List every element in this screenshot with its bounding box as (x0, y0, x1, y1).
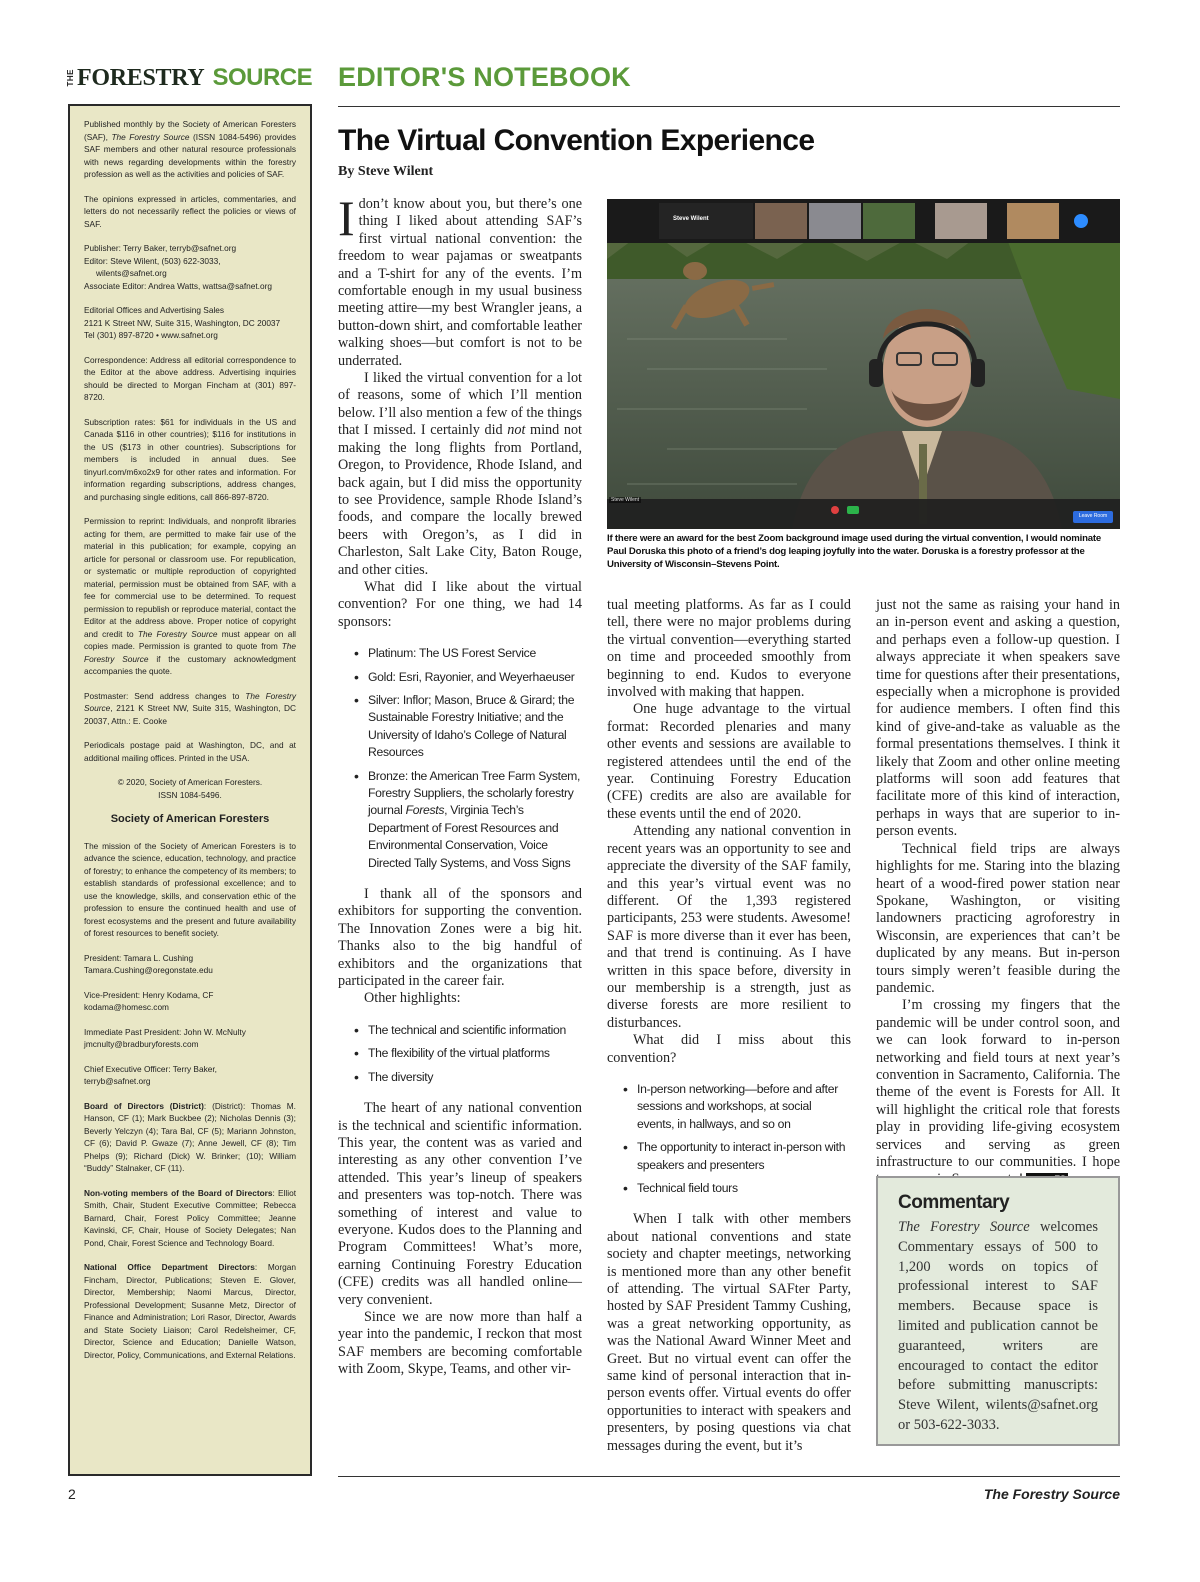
missed-list (607, 1081, 851, 1197)
postage-info: Periodicals postage paid at Washington, DC, and at additional mailing offices. Printed in the USA. (84, 740, 296, 763)
highlights-list (338, 1022, 582, 1086)
ceo-info: Chief Executive Officer: Terry Baker, terryb@safnet.org (84, 1063, 217, 1086)
section-title: EDITOR'S NOTEBOOK (338, 62, 631, 92)
article-column-3 (876, 597, 1120, 1189)
zoom-screenshot-photo (607, 199, 1120, 529)
drop-cap: I (338, 190, 355, 246)
staff-list: Publisher: Terry Baker, terryb@safnet.org Editor: Steve Wilent, (503) 622-3033, wilents@safnet.org Associate Editor: Andrea Watts, wattsa@safnet.org (84, 243, 272, 291)
highlight-item: • The diversity (338, 1069, 582, 1086)
board-of-directors: Board of Directors (District): (District): Thomas M. Hanson, CF (1); Mark Buckbee (2); Nicholas Dennis (3); Beverly Yelczyn (4); Tara Bal, CF (5); Mariann Johnston, CF (6); David P. Gwaze (7); Anne Jewell, CF (8); Tim Phelps (9); Richard (Dick) W. Brinker; (10); William “Buddy” Stalnaker, CF (11). (84, 1100, 296, 1173)
article-paragraph: just not the same as raising your hand in an in-person event and asking a question, and perhaps even a follow-up question. I always appreciate it when speakers save time for questions after their presentations, especially when a microphone is provided for audience members. I often find this kind of give-and-take as valuable as the formal presentations themselves. I think it likely that Zoom and other online meeting platforms will soon add features that facilitate more of this kind of interaction, perhaps in ways that are superior to in-person events. (876, 597, 1120, 840)
commentary-text: The Forestry Source welcomes Commentary essays of 500 to 1,200 words on topics of professional interest to SAF members. Because space is limited and publication cannot be guaranteed, writers are encouraged to contact the editor before submitting manuscripts: Steve Wilent, wilents@safnet.org or 503-622-3033. (898, 1219, 1098, 1433)
article-paragraph: I thank all of the sponsors and exhibitors for supporting the convention. The Innovation Zones were a big hit. Thanks also to the big handful of exhibitors and the organizations that participated in the career fair. (338, 886, 582, 990)
zoom-thumb-main-name: Steve Wilent (673, 216, 709, 222)
logo-forestry: FORESTRY (77, 64, 205, 91)
publication-info: Published monthly by the Society of American Foresters (SAF), The Forestry Source (ISSN 1084-5496) provides SAF members and other natural resource professionals with news regarding developments within the forestry profession as well as the activities and policies of SAF. (84, 119, 296, 179)
correspondence-info: Correspondence: Address all editorial correspondence to the Editor at the above address. Advertising inquiries should be directed to Morgan Fincham at (301) 897-8720. (84, 354, 296, 402)
missed-item: • In-person networking—before and after sessions and workshops, at social events, in hallways, and so on (607, 1081, 851, 1133)
zoom-self-label: Steve Wilent (611, 497, 640, 503)
missed-item: • Technical field tours (607, 1180, 851, 1197)
article-paragraph: One huge advantage to the virtual format: Recorded plenaries and many other events and sessions are available to registered attendees until the end of the year. Continuing Forestry Education (CFE) credits are also are available for these events until the end of 2020. (607, 701, 851, 822)
past-president-info: Immediate Past President: John W. McNulty jmcnulty@bradburyforests.com (84, 1026, 246, 1049)
department-directors: National Office Department Directors: Morgan Fincham, Director, Publications; Steven E. Glover, Director, Membership; Naomi Marcus, Director, Professional Development; Susanne Metz, Director of Finance and Administration; Lori Rasor, Director, Awards and State Society Liaison; Carol Redelsheimer, CF, Director, Science and Education; Danielle Watson, Director, Policy, Communications, and External Relations. (84, 1262, 296, 1360)
article-paragraph: I’m crossing my fingers that the pandemic will be under control soon, and we can look forward to in-person networking and field tours at next year’s convention in Sacramento, California. The theme of the event is Forests for All. It will highlight the critical role that forests play in providing life-giving ecosystem services and serving as green infrastructure to our communities. I hope (876, 997, 1120, 1188)
vice-president-info: Vice-President: Henry Kodama, CF kodama@homesc.com (84, 989, 214, 1012)
article-byline: By Steve Wilent (338, 164, 434, 179)
sponsor-item: • Silver: Inflor; Mason, Bruce & Girard; the Sustainable Forestry Initiative; and the University of Idaho’s College of Natural Resources (338, 692, 582, 762)
page-number: 2 (68, 1486, 76, 1502)
article-column-2 (607, 597, 851, 1455)
society-mission: The mission of the Society of American Foresters is to advance the science, education, technology, and practice of forestry; to enhance the competency of its members; to establish standards of professional excellence; and to use the knowledge, skills, and conservation ethic of the profession to ensure the continued health and use of forest ecosystems and the present and future availability of forest resources to benefit society. (84, 840, 296, 938)
article-paragraph: tual meeting platforms. As far as I could tell, there were no major problems during the virtual convention—everything started on time and proceeded smoothly from beginning to end. Kudos to everyone involved with making that happen. (607, 597, 851, 701)
reprint-permission: Permission to reprint: Individuals, and nonprofit libraries acting for them, are permitted to make fair use of the material in this publication; for example, copying an article for personal or classroom use. For republication, or systematic or multiple reproduction of copyrighted material, permission must be obtained from SAF, with a fee for commercial use to be determined. To request permission to republish or reproduce material, contact the Editor at the address above. Proper notice of copyright and credit to The Forestry Source must appear on all copies made. Permission is granted to quote from The Forestry Source if the customary acknowledgment accompanies the quote. (84, 516, 297, 676)
article-paragraph: The heart of any national convention is the technical and scientific information. This year, the content was as varied and interesting as any other convention I’ve attended. This year’s lineup of speakers and presenters was top-notch. There was something of interest and value to everyone. Kudos does to the Planning and Program Committees! What’s more, earning Continuing Forestry Education (CFE) credits was all handled online—very convenient. (338, 1100, 582, 1308)
subscription-rates: Subscription rates: $61 for individuals in the US and Canada $116 in other countries); $116 for institutions in the US ($173 in other countries). Subscriptions for members is included in annual dues. See tinyurl.com/m6xo2x9 for other rates and information. For information regarding subscriptions, address changes, and purchasing single editions, call 866-897-8720. (84, 416, 296, 502)
society-heading: Society of American Foresters (110, 813, 270, 825)
president-info: President: Tamara L. Cushing Tamara.Cushing@oregonstate.edu (84, 952, 213, 975)
photo-caption: If there were an award for the best Zoom background image used during the virtual convention, I would nominate Paul Doruska this photo of a friend’s dog leaping joyfully into the water. Doruska is a forestry professor at the University of Wisconsin–Stevens Point. (607, 533, 1101, 570)
article-paragraph: When I talk with other members about national conventions and state society and chapter meetings, networking is mentioned more than any other benefit of attending. The virtual SAFter Party, hosted by SAF President Tammy Cushing, was a great networking opportunity, as was the National Award Winner Meet and Greet. But no virtual event can offer the same kind of personal interaction that in-person events offer. Virtual events do offer opportunities to interact with speakers and presenters, by posing questions via chat messages during the event, but it’s (607, 1211, 851, 1454)
article-paragraph: Other highlights: (364, 990, 461, 1007)
article-paragraph: Idon’t know about you, but there’s one thing I liked about attending SAF’s first virtual national convention: the freedom to wear pajamas or sweatpants and a T-shirt for any of the events. I’m comfortable enough in my usual business meeting attire—my best Wrangler jeans, a button-down shirt, and comfortable leather walking shoes—but comfort is not to be underrated. (338, 190, 582, 369)
sponsor-item: • Gold: Esri, Rayonier, and Weyerhaeuser (338, 669, 582, 686)
logo-source: SOURCE (212, 64, 313, 91)
non-voting-members: Non-voting members of the Board of Directors: Elliot Smith, Chair, Student Executive Committee; Rebecca Barnard, Chair, Forest Policy Committee; Jeanne Kavinski, CF, Chair, House of Society Delegates; Nan Pond, Chair, Forest Science and Technology Board. (84, 1187, 297, 1248)
article-headline: The Virtual Convention Experience (338, 124, 815, 157)
masthead-logo (66, 64, 312, 92)
highlight-item: • The flexibility of the virtual platforms (338, 1045, 582, 1062)
commentary-heading: Commentary (898, 1192, 1010, 1213)
article-paragraph: Technical field trips are always highlights for me. Staring into the blazing heart of a wood-fired power station near Spokane, Washington, or visiting landowners practicing agroforestry in Wisconsin, are experiences that can’t be duplicated by any means. But in-person tours simply weren’t feasible during the pandemic. (876, 840, 1120, 996)
missed-item: • The opportunity to interact in-person with speakers and presenters (607, 1139, 851, 1174)
zoom-photo-illustration (607, 199, 1120, 529)
highlight-item: • The technical and scientific information (338, 1022, 582, 1039)
commentary-box (876, 1176, 1120, 1446)
zoom-leave-button[interactable]: Leave Room (1078, 513, 1108, 519)
article-paragraph: What did I miss about this convention? (607, 1032, 851, 1066)
editorial-offices: Editorial Offices and Advertising Sales 2121 K Street NW, Suite 315, Washington, DC 20037 Tel (301) 897-8720 • www.safnet.org (84, 305, 281, 340)
sponsor-item: • Platinum: The US Forest Service (338, 645, 582, 662)
article-paragraph: What did I like about the virtual convention? For one thing, we had 14 sponsors: (338, 578, 582, 630)
footer-publication-title: The Forestry Source (983, 1486, 1120, 1502)
bottom-divider (338, 1476, 1120, 1477)
article-paragraph: I liked the virtual convention for a lot of reasons, some of which I’ll mention below. I’ll also mention a few of the things that I missed. I certainly did not mind not making the long flights from Portland, Oregon, to Providence, Rhode Island, and back again, but I did miss the opportunity to see Providence, sample Rhode Island’s foods, and compare the locally brewed beers with Oregon’s, as I did in Charleston, Salt Lake City, Baton Rouge, and other cities. (338, 370, 582, 578)
masthead-sidebar (68, 104, 312, 1476)
postmaster-info: Postmaster: Send address changes to The Forestry Source, 2121 K Street NW, Suite 315, Washington, DC 20037, Attn.: E. Cooke (84, 690, 296, 726)
logo-the: THE (66, 69, 75, 87)
article-paragraph: Since we are now more than half a year into the pandemic, I reckon that most SAF members are becoming comfortable with Zoom, Skype, Teams, and other vir- (338, 1308, 582, 1378)
article-paragraph: Attending any national convention in recent years was an opportunity to see and appreciate the diversity of the SAF family, and this year’s virtual event was no different. Of the 1,393 registered participants, 253 were students. Awesome! SAF is more diverse than it ever has been, and that trend is continuing. As I have written in this space before, diversity in our membership is a strength, just as diverse forests are more resilient to disturbances. (607, 823, 851, 1031)
article-column-1 (338, 190, 582, 1379)
sponsor-list (338, 645, 582, 872)
copyright-notice: © 2020, Society of American Foresters. ISSN 1084-5496. (117, 777, 263, 800)
top-divider (338, 106, 1120, 107)
sponsor-item: • Bronze: the American Tree Farm System, Forestry Suppliers, the scholarly forestry journal Forests, Virginia Tech’s Department of Forest Resources and Environmental Conservation, Voice Directed Tally Systems, and Voss Signs (338, 768, 582, 872)
opinions-disclaimer: The opinions expressed in articles, commentaries, and letters do not necessarily reflect the policies or views of SAF. (84, 193, 296, 229)
